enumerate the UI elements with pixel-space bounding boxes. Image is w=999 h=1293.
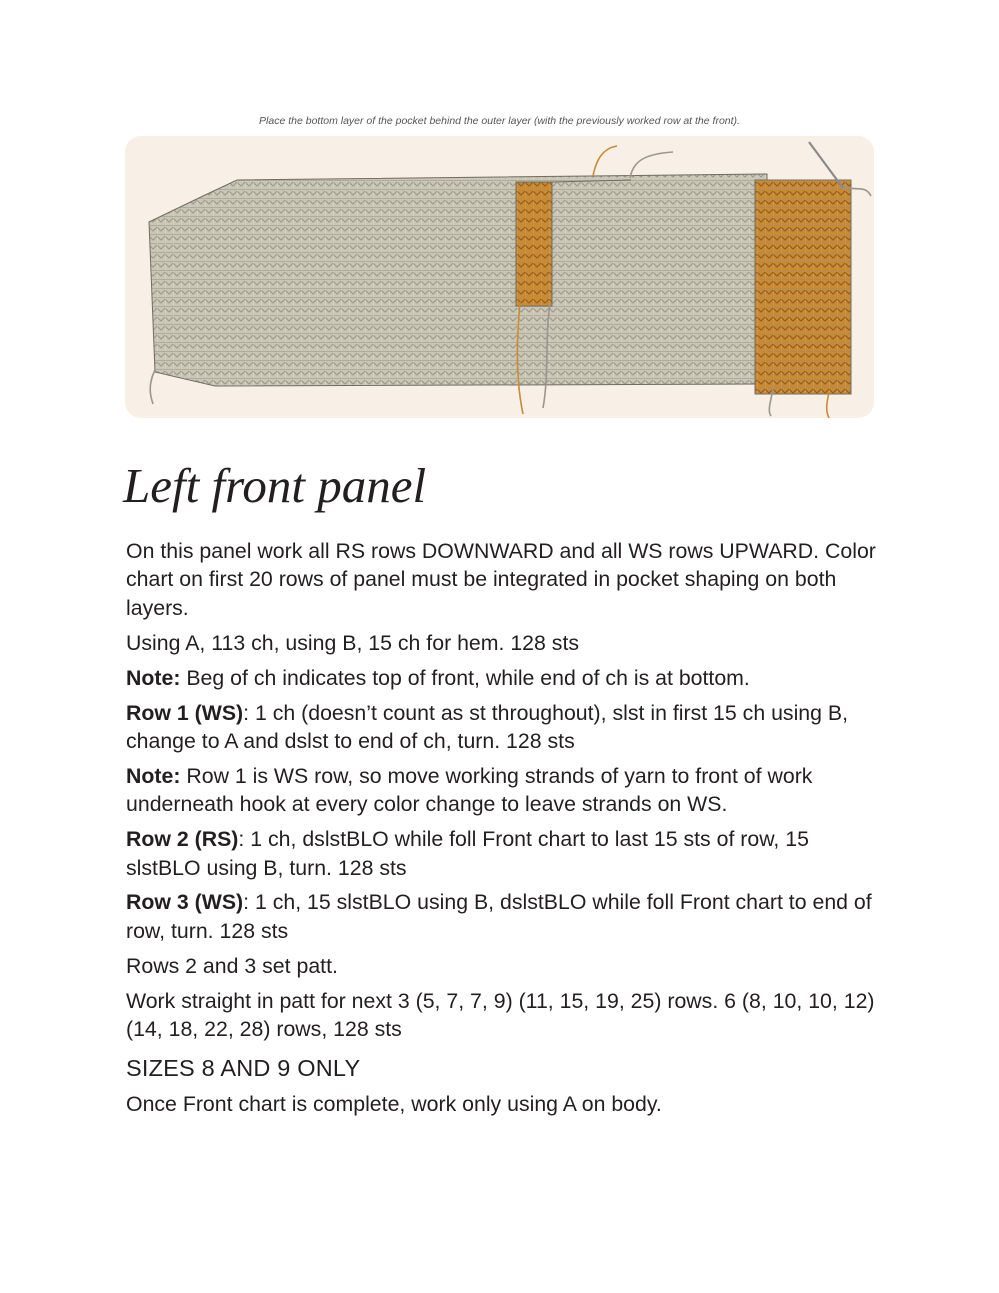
note-label: Note:	[126, 763, 181, 788]
chain-paragraph: Using A, 113 ch, using B, 15 ch for hem. 128 sts	[126, 630, 580, 655]
note-text: Beg of ch indicates top of front, while end of ch is at bottom.	[180, 665, 750, 690]
row-label: Row 3 (WS)	[126, 890, 244, 915]
chart-complete-paragraph: Once Front chart is complete, work only using A on body.	[126, 1091, 662, 1116]
illustration-caption: Place the bottom layer of the pocket behind the outer layer (with the previously worked row at the front).	[259, 115, 740, 127]
note-label: Note:	[126, 665, 181, 690]
pattern-instructions	[126, 537, 876, 1125]
row-3-paragraph	[126, 888, 876, 945]
row-text: : 1 ch, dslstBLO while foll Front chart to last 15 sts of row, 15 slstBLO using B, turn. 128 sts	[126, 827, 809, 880]
pocket-illustration	[125, 136, 874, 418]
section-title: Left front panel	[123, 458, 427, 513]
intro-paragraph: On this panel work all RS rows DOWNWARD and all WS rows UPWARD. Color chart on first 20 rows of panel must be integrated in pocket shaping on both layers.	[126, 539, 876, 620]
row-label: Row 1 (WS)	[126, 700, 244, 725]
pocket-layer-contrast-band	[516, 182, 552, 306]
row-label: Row 2 (RS)	[126, 827, 239, 852]
row-2-paragraph	[126, 825, 876, 882]
row-text: : 1 ch (doesn’t count as st throughout), slst in first 15 ch using B, change to A and dslst to end of ch, turn. 128 sts	[126, 700, 849, 753]
row-text: : 1 ch, 15 slstBLO using B, dslstBLO while foll Front chart to end of row, turn. 128 sts	[126, 890, 872, 943]
work-straight-paragraph: Work straight in patt for next 3 (5, 7, 7, 9) (11, 15, 19, 25) rows. 6 (8, 10, 10, 12) (14, 18, 22, 28) rows, 128 sts	[126, 988, 875, 1042]
set-pattern-paragraph: Rows 2 and 3 set patt.	[126, 953, 338, 978]
note-paragraph	[126, 664, 876, 692]
sizes-heading: SIZES 8 AND 9 ONLY	[126, 1054, 361, 1081]
note-text: Row 1 is WS row, so move working strands of yarn to front of work underneath hook at every color change to leave strands on WS.	[126, 763, 813, 817]
row-1-paragraph	[126, 699, 876, 756]
note-paragraph	[126, 762, 876, 819]
